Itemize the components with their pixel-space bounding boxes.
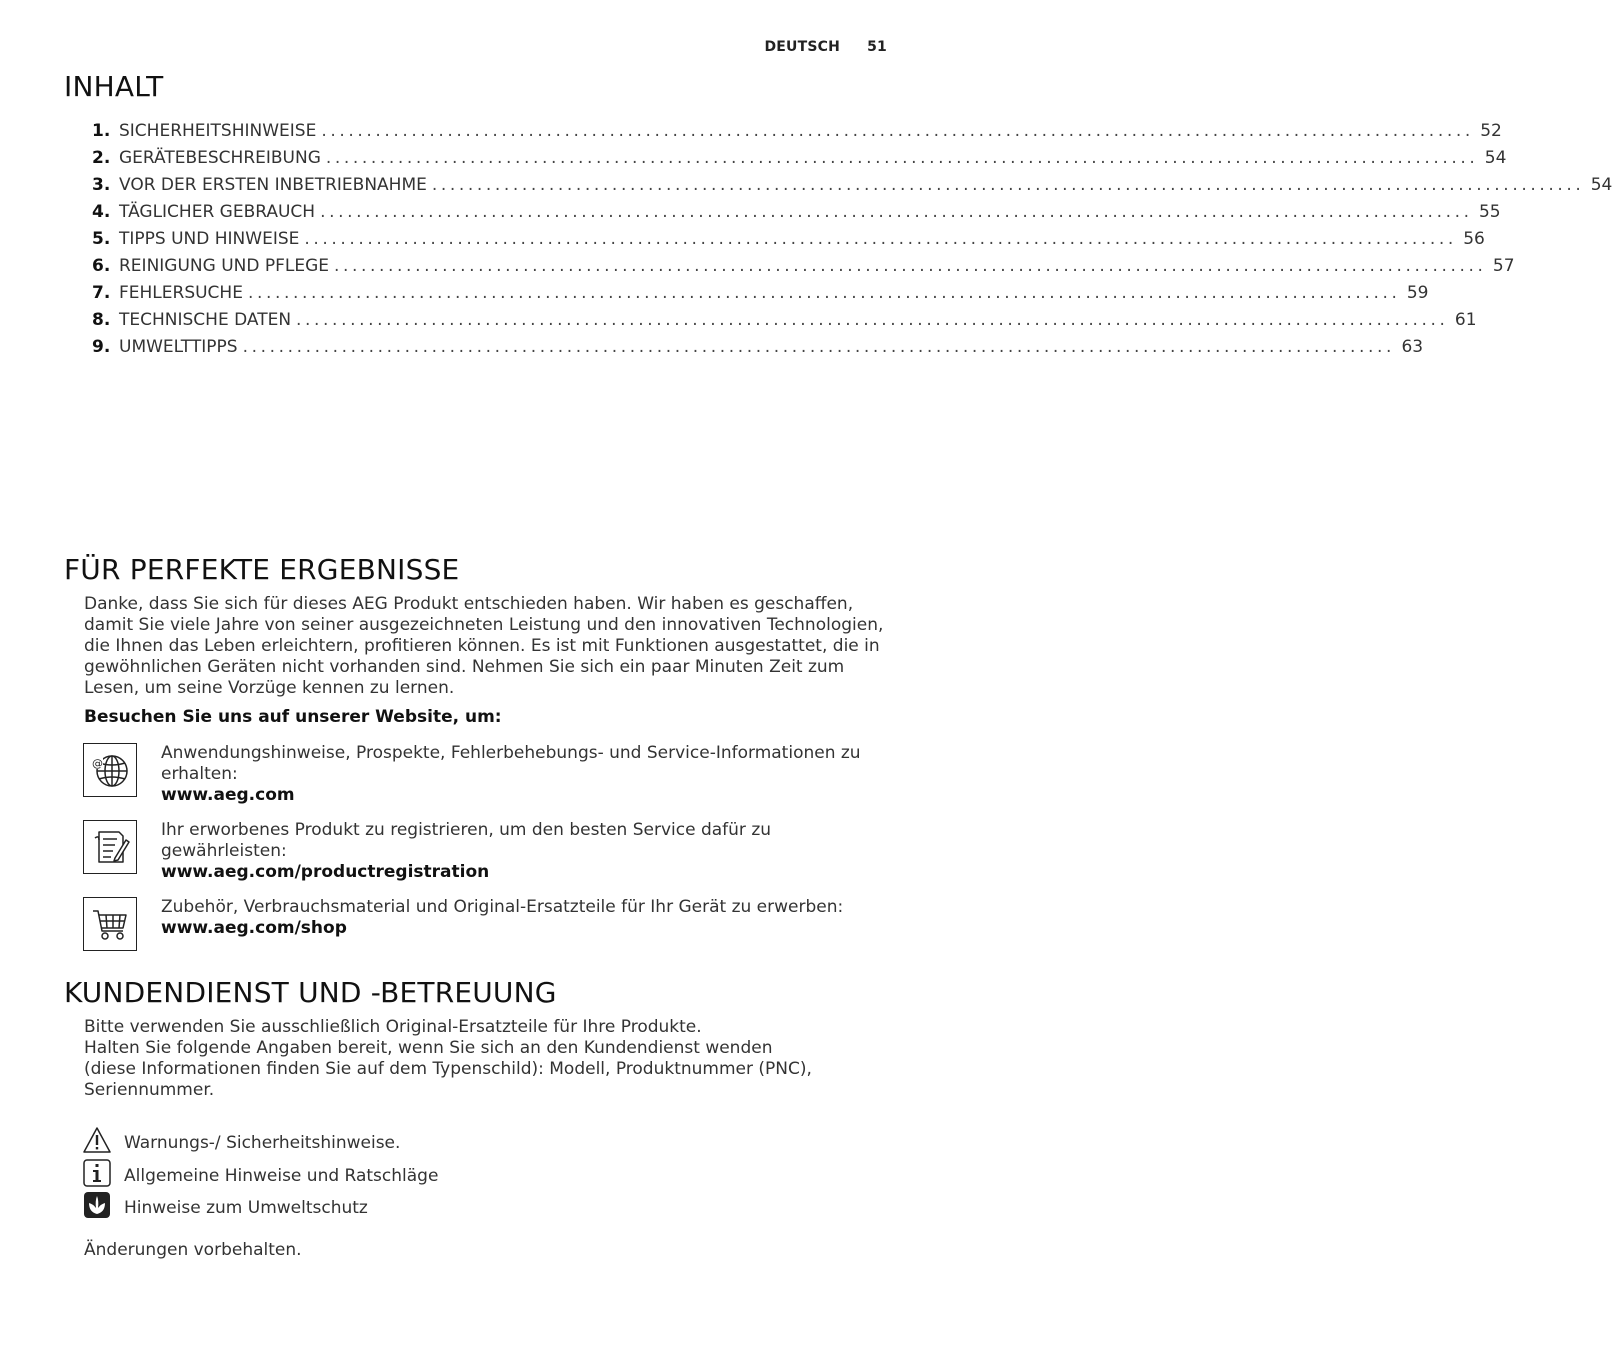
- toc-item-number: 2.: [92, 148, 111, 168]
- toc-item-number: 1.: [92, 121, 111, 141]
- web-item-link[interactable]: www.aeg.com/productregistration: [161, 862, 490, 882]
- web-item-link[interactable]: www.aeg.com/shop: [161, 918, 347, 938]
- web-item-link[interactable]: www.aeg.com: [161, 785, 295, 805]
- service-text-line: (diese Informationen finden Sie auf dem Typenschild): Modell, Produktnummer (PNC),: [84, 1059, 812, 1079]
- toc-item-number: 8.: [92, 310, 111, 330]
- toc-item-number: 4.: [92, 202, 111, 222]
- toc-item-page: 52: [1480, 121, 1502, 141]
- toc-item-page: 56: [1463, 229, 1485, 249]
- footer-note: Änderungen vorbehalten.: [84, 1240, 302, 1260]
- web-item-text: gewährleisten:: [161, 841, 287, 861]
- toc-item-title: GERÄTEBESCHREIBUNG: [119, 148, 321, 168]
- results-title: FÜR PERFEKTE ERGEBNISSE: [64, 553, 460, 586]
- toc-item-page: 63: [1401, 337, 1424, 357]
- page-header: [764, 39, 887, 55]
- warning-icon: [83, 1126, 111, 1154]
- toc-item-title: TECHNISCHE DATEN: [119, 310, 292, 330]
- header-language: DEUTSCH: [764, 39, 841, 55]
- toc-item[interactable]: 1. SICHERHEITSHINWEISE ................................................................................................................................ 52: [92, 121, 1502, 141]
- results-intro-line: die Ihnen das Leben erleichtern, profitieren können. Es ist mit Funktionen ausgestattet, die in: [84, 636, 880, 656]
- toc-item-title: VOR DER ERSTEN INBETRIEBNAHME: [119, 175, 427, 195]
- web-item-text: Zubehör, Verbrauchsmaterial und Original-Ersatzteile für Ihr Gerät zu erwerben:: [161, 897, 844, 917]
- legend-item-environment: [83, 1191, 583, 1221]
- toc-item-page: 57: [1492, 256, 1515, 276]
- service-title: KUNDENDIENST UND -BETREUUNG: [64, 976, 557, 1009]
- toc-item-page: 59: [1406, 283, 1429, 303]
- toc-item-number: 5.: [92, 229, 111, 249]
- toc-item-page: 54: [1484, 148, 1507, 168]
- results-intro-line: Lesen, um seine Vorzüge kennen zu lernen.: [84, 678, 455, 698]
- web-item-text: Anwendungshinweise, Prospekte, Fehlerbehebungs- und Service-Informationen zu: [161, 743, 861, 763]
- toc-item[interactable]: 4. TÄGLICHER GEBRAUCH ................................................................................................................................ 55: [92, 202, 1501, 222]
- toc-item[interactable]: 2. GERÄTEBESCHREIBUNG ................................................................................................................................ 54: [92, 148, 1507, 168]
- toc-title: INHALT: [64, 70, 164, 103]
- toc-item[interactable]: 8. TECHNISCHE DATEN ................................................................................................................................ 61: [92, 310, 1477, 330]
- toc-item-page: 55: [1478, 202, 1501, 222]
- service-text: [84, 1017, 896, 1101]
- results-intro: [84, 594, 896, 699]
- legend-text: Allgemeine Hinweise und Ratschläge: [124, 1166, 439, 1186]
- service-text-line: Seriennummer.: [84, 1080, 215, 1100]
- results-intro-line: damit Sie viele Jahre von seiner ausgezeichneten Leistung und den innovativen Technologien,: [84, 615, 884, 635]
- toc-item-page: 54: [1590, 175, 1612, 195]
- toc-item[interactable]: 3. VOR DER ERSTEN INBETRIEBNAHME ................................................................................................................................ 54: [92, 175, 1612, 195]
- service-text-line: Halten Sie folgende Angaben bereit, wenn Sie sich an den Kundendienst wenden: [84, 1038, 773, 1058]
- environment-icon: [83, 1191, 111, 1219]
- toc-item[interactable]: 6. REINIGUNG UND PFLEGE ................................................................................................................................ 57: [92, 256, 1515, 276]
- web-item-text: erhalten:: [161, 764, 238, 784]
- legend-text: Warnungs-/ Sicherheitshinweise.: [124, 1133, 401, 1153]
- visit-label: Besuchen Sie uns auf unserer Website, um:: [84, 707, 502, 727]
- document-pen-icon: [83, 820, 137, 874]
- results-intro-line: Danke, dass Sie sich für dieses AEG Produkt entschieden haben. Wir haben es geschaffen,: [84, 594, 854, 614]
- toc-item-number: 7.: [92, 283, 111, 303]
- header-page-number: 51: [867, 39, 887, 55]
- globe-icon: [83, 743, 137, 797]
- toc-item-title: TÄGLICHER GEBRAUCH: [119, 202, 316, 222]
- toc-item-title: SICHERHEITSHINWEISE: [119, 121, 317, 141]
- toc-item-number: 9.: [92, 337, 111, 357]
- legend-text: Hinweise zum Umweltschutz: [124, 1198, 368, 1218]
- toc-item-title: REINIGUNG UND PFLEGE: [119, 256, 330, 276]
- web-item-text: Ihr erworbenes Produkt zu registrieren, um den besten Service dafür zu: [161, 820, 772, 840]
- toc-item-number: 6.: [92, 256, 111, 276]
- toc-item[interactable]: 9. UMWELTTIPPS ................................................................................................................................ 63: [92, 337, 1424, 357]
- toc-list: [92, 121, 1612, 364]
- legend-item-info: [83, 1159, 583, 1189]
- toc-item-title: FEHLERSUCHE: [119, 283, 243, 303]
- toc-item-number: 3.: [92, 175, 111, 195]
- shopping-cart-icon: [83, 897, 137, 951]
- toc-item-title: UMWELTTIPPS: [119, 337, 238, 357]
- service-text-line: Bitte verwenden Sie ausschließlich Original-Ersatzteile für Ihre Produkte.: [84, 1017, 702, 1037]
- toc-item[interactable]: 5. TIPPS UND HINWEISE ................................................................................................................................ 56: [92, 229, 1485, 249]
- svg-text:@: @: [92, 757, 103, 770]
- info-icon: [83, 1159, 111, 1187]
- toc-item[interactable]: 7. FEHLERSUCHE ................................................................................................................................ 59: [92, 283, 1429, 303]
- legend-item-warning: [83, 1126, 583, 1156]
- results-intro-line: gewöhnlichen Geräten nicht vorhanden sind. Nehmen Sie sich ein paar Minuten Zeit zum: [84, 657, 845, 677]
- toc-item-page: 61: [1454, 310, 1477, 330]
- toc-item-title: TIPPS UND HINWEISE: [119, 229, 300, 249]
